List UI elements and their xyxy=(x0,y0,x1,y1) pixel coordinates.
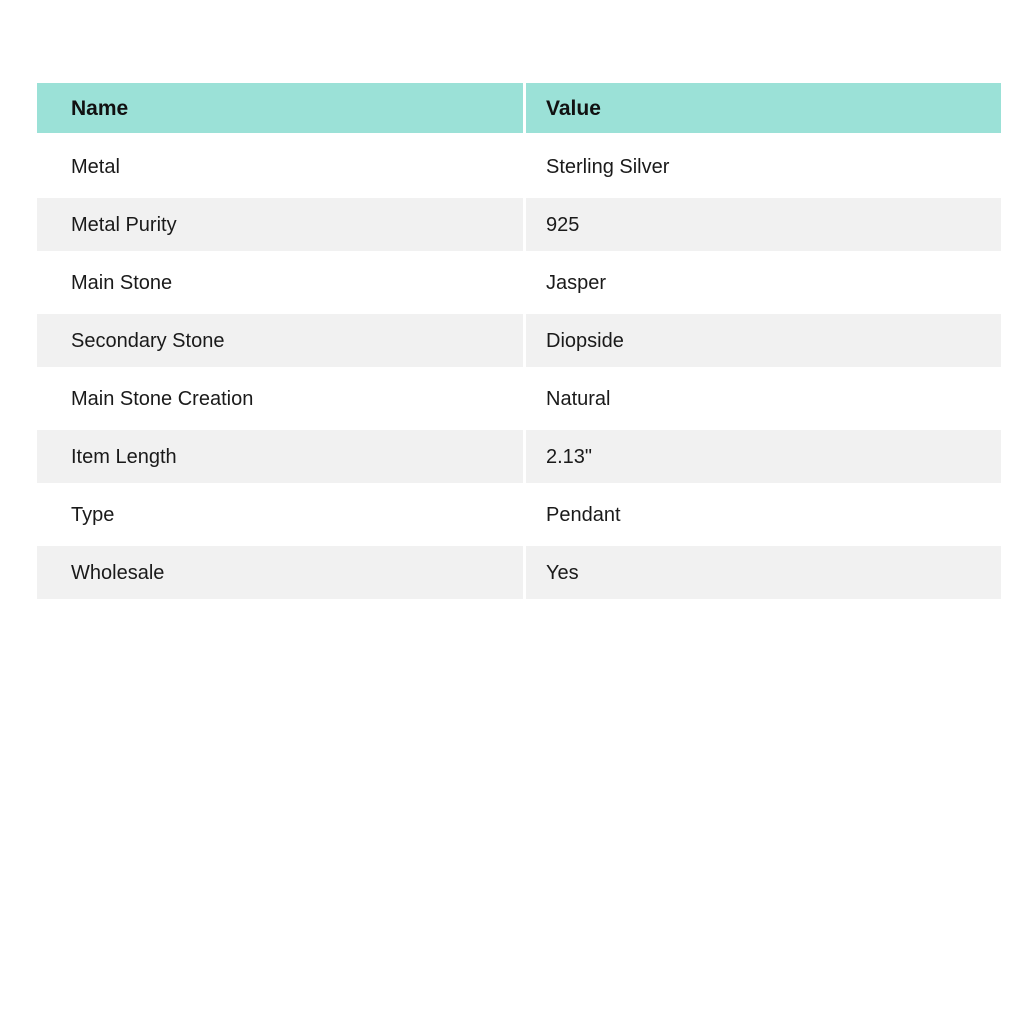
table-row xyxy=(37,198,1001,251)
attribute-name-cell: Main Stone Creation xyxy=(71,387,254,410)
table-row xyxy=(37,488,1001,541)
column-header-value: Value xyxy=(526,83,1001,133)
table-row xyxy=(37,256,1001,309)
attribute-value-cell: Yes xyxy=(526,546,1001,599)
table-row xyxy=(37,314,1001,367)
attribute-value-cell: Natural xyxy=(546,387,611,410)
table-row xyxy=(37,546,1001,599)
table-body xyxy=(37,140,1001,599)
attribute-value-cell: Sterling Silver xyxy=(546,155,670,178)
attribute-name-cell: Metal Purity xyxy=(37,198,523,251)
attribute-value-cell: 2.13" xyxy=(526,430,1001,483)
attribute-name-cell: Wholesale xyxy=(37,546,523,599)
attribute-value-cell: Jasper xyxy=(546,271,607,294)
column-header-name: Name xyxy=(37,83,523,133)
attribute-name-cell: Secondary Stone xyxy=(37,314,523,367)
attribute-value-cell: Diopside xyxy=(526,314,1001,367)
attribute-name-cell: Type xyxy=(71,503,115,526)
attribute-name-cell: Item Length xyxy=(37,430,523,483)
table-row xyxy=(37,430,1001,483)
attribute-value-cell: 925 xyxy=(526,198,1001,251)
attribute-name-cell: Metal xyxy=(71,155,120,178)
attribute-name-cell: Main Stone xyxy=(71,271,173,294)
table-row xyxy=(37,372,1001,425)
product-attributes-table xyxy=(37,83,1001,604)
table-header-row xyxy=(37,83,1001,133)
table-row xyxy=(37,140,1001,193)
attribute-value-cell: Pendant xyxy=(546,503,621,526)
